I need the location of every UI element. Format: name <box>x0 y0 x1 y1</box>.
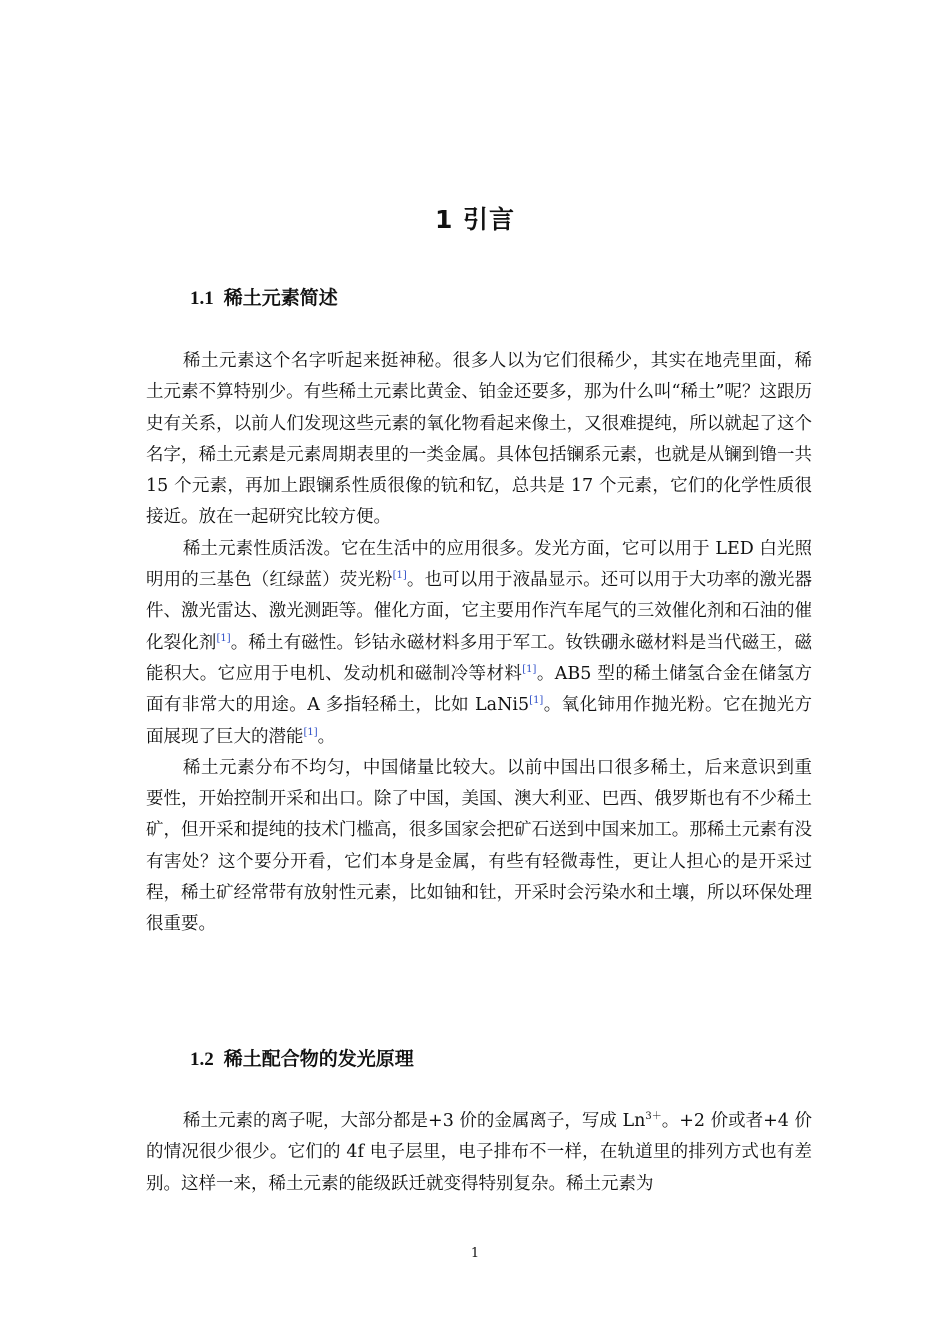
citation-link[interactable]: [1] <box>303 726 318 738</box>
paragraph-text: 稀土元素性质活泼。它在生活中的应用很多。发光方面，它可以用于 LED 白光照明用的三基色（红绿蓝）荧光粉 <box>146 538 812 591</box>
section-1-2-body <box>146 1106 812 1200</box>
paragraph-text: 稀土元素的离子呢，大部分都是+3 价的金属离子，写成 Ln <box>183 1111 646 1131</box>
section-number: 1.2 <box>190 1049 214 1070</box>
citation-link[interactable]: [1] <box>216 632 231 644</box>
paragraph-text: 。AB5 型的稀土储氢合金在储氢方面有非常大的用途。A 多指轻稀土，比如 LaNi5 <box>146 663 812 716</box>
paragraph-text: 。稀土有磁性。钐钴永磁材料多用于军工。钕铁硼永磁材料是当代磁王，磁能积大。它应用于电机、发动机和磁制冷等材料 <box>146 632 812 684</box>
section-title-text: 稀土元素简述 <box>223 287 338 309</box>
citation-link[interactable]: [1] <box>529 695 544 707</box>
section-heading-1-2 <box>190 1044 414 1071</box>
paragraph <box>146 534 812 753</box>
paragraph-text: 。也可以用于液晶显示。还可以用于大功率的激光器件、激光雷达、激光测距等。催化方面，它主要用作汽车尾气的三效催化剂和石油的催化裂化剂 <box>146 570 813 653</box>
paragraph-text: 稀土元素这个名字听起来挺神秘。很多人以为它们很稀少，其实在地壳里面，稀土元素不算特别少。有些稀土元素比黄金、铂金还要多，那为什么叫“稀土”呢？这跟历史有关系，以前人们发现这些元素的氧化物看起来像土，又很难提纯，所以就起了这个名字，稀土元素是元素周期表里的一类金属。具体包括镧系元素，也就是从镧到镥一共 15 个元素，再加上跟镧系性质很像的钪和钇，总共是 17 个元素，它们的化学性质很接近。放在一起研究比较方便。 <box>146 351 812 528</box>
section-number: 1.1 <box>190 288 214 309</box>
section-title-text: 稀土配合物的发光原理 <box>223 1048 414 1070</box>
paragraph <box>146 753 812 941</box>
paragraph <box>146 346 812 534</box>
paragraph <box>146 1106 812 1200</box>
section-heading-1-1 <box>190 283 338 310</box>
section-1-1-body <box>146 346 812 941</box>
page-number: 1 <box>470 1246 480 1261</box>
ion-charge-superscript: 3＋ <box>645 1111 662 1123</box>
paragraph-text: 。+2 价或者+4 价的情况很少很少。它们的 4f 电子层里，电子排布不一样，在轨道里的排列方式也有差别。这样一来，稀土元素的能级跃迁就变得特别复杂。稀土元素为 <box>146 1111 812 1194</box>
chapter-title: 1 引言 <box>434 205 516 234</box>
citation-link[interactable]: [1] <box>522 664 537 676</box>
paragraph-text: 。氧化铈用作抛光粉。它在抛光方面展现了巨大的潜能 <box>146 695 812 747</box>
paragraph-text: 。 <box>317 726 336 747</box>
paragraph-text: 稀土元素分布不均匀，中国储量比较大。以前中国出口很多稀土，后来意识到重要性，开始控制开采和出口。除了中国，美国、澳大利亚、巴西、俄罗斯也有不少稀土矿，但开采和提纯的技术门槛高，很多国家会把矿石送到中国来加工。那稀土元素有没有害处？这个要分开看，它们本身是金属，有些有轻微毒性，更让人担心的是开采过程，稀土矿经常带有放射性元素，比如铀和钍，开采时会污染水和土壤，所以环保处理很重要。 <box>146 757 812 935</box>
citation-link[interactable]: [1] <box>392 570 407 582</box>
